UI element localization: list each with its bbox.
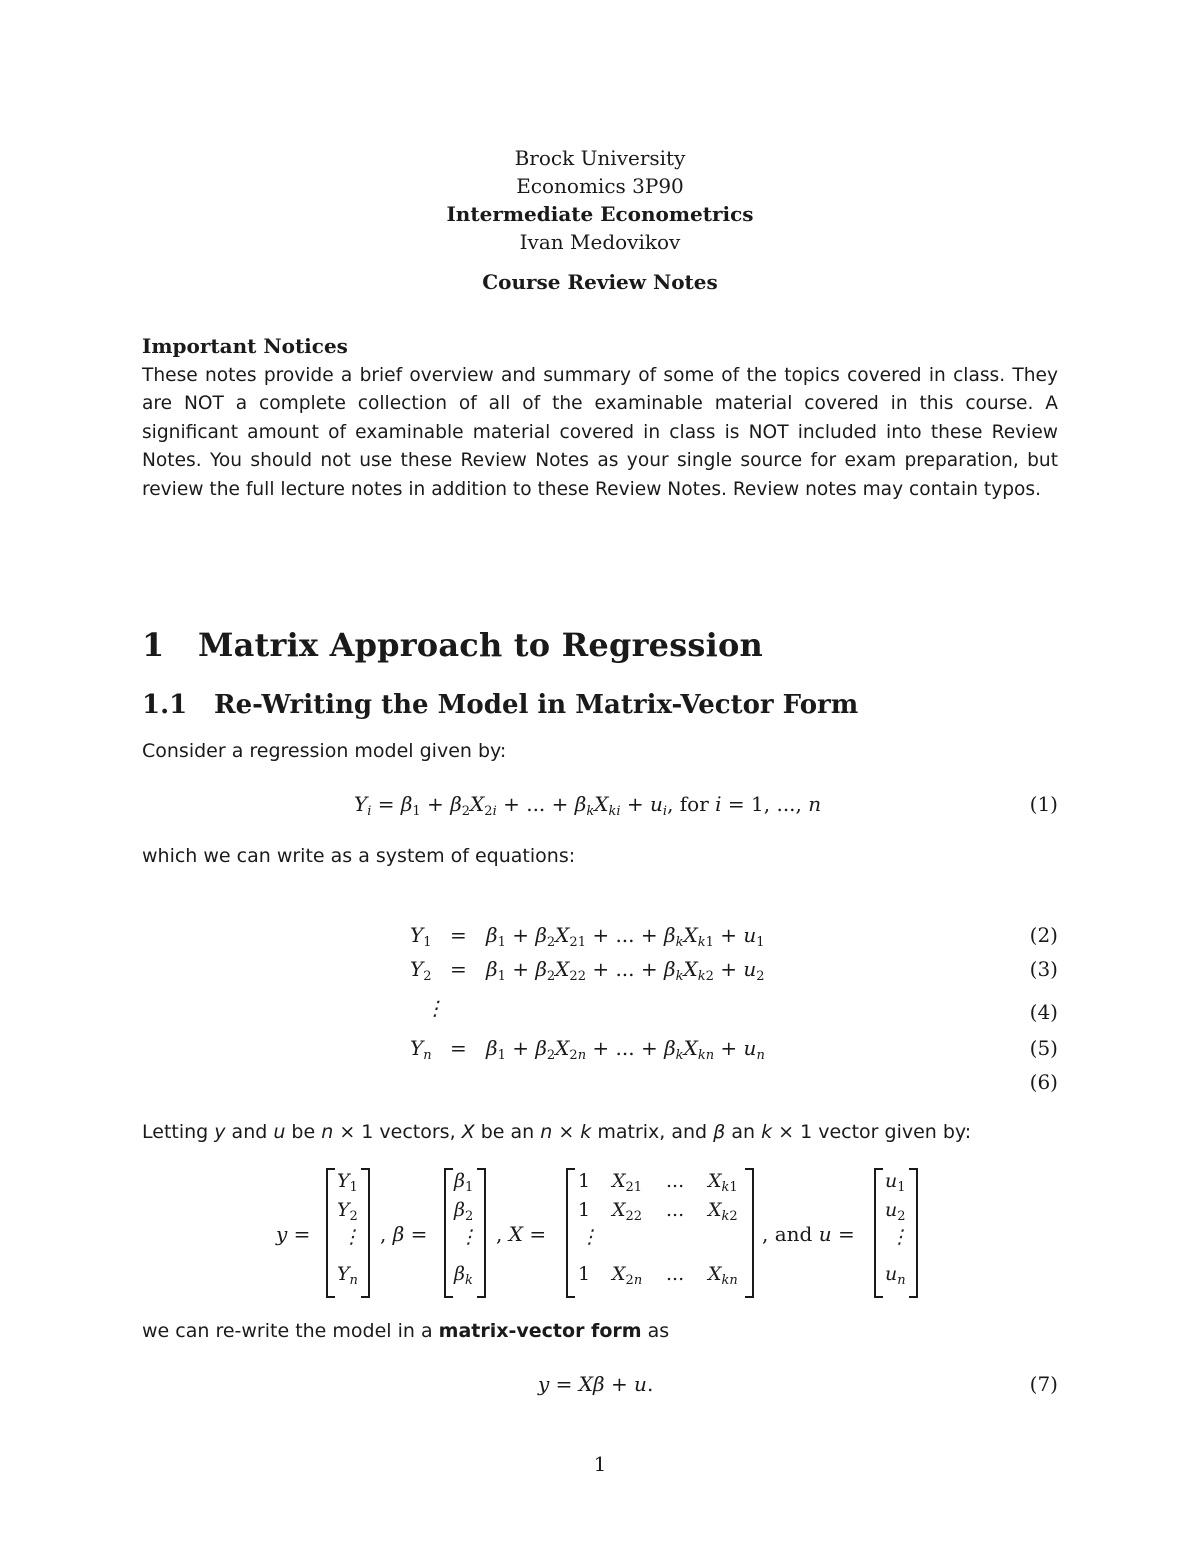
course-code: Economics 3P90: [516, 174, 684, 198]
subsection-title: Re-Writing the Model in Matrix-Vector Form: [214, 690, 859, 720]
notice-heading: Important Notices: [142, 334, 348, 358]
beta-vector-label: , β =: [380, 1222, 428, 1246]
letting-text: Letting y and u be n × 1 vectors, X be an n × k matrix, and β an k × 1 vector given by:: [142, 1121, 972, 1143]
university-name: Brock University: [514, 146, 686, 170]
section-number: 1: [142, 626, 165, 664]
equation-1-number: (1): [1029, 792, 1058, 816]
equation-3: $Y_2 = \beta_1 + \beta_2X_{22}$ + ... + $\beta_kX_{k2} + u_2$: [410, 957, 765, 984]
page-number: 1: [593, 1452, 607, 1476]
system-text: which we can write as a system of equations:: [142, 845, 576, 867]
equation-1: $Y_i = \beta_1 + \beta_2X_{2i}$ + ... + $\beta_kX_{ki} + u_i$, for i = 1, ..., n: [354, 792, 822, 819]
consider-text: Consider a regression model given by:: [142, 740, 507, 762]
document-title: Course Review Notes: [482, 270, 718, 294]
section-heading: [142, 626, 763, 664]
section-title: Matrix Approach to Regression: [198, 626, 763, 664]
y-vector: $Y_1$ $Y_2$ ⋮ $Y_n$: [326, 1168, 370, 1298]
y-vector-label: y =: [276, 1222, 311, 1246]
equation-6-number: (6): [1029, 1070, 1058, 1094]
subsection-heading: [142, 690, 858, 720]
rewrite-suffix: as: [647, 1320, 670, 1342]
X-matrix: 1 $X_{21}$ ... $X_{k1}$ 1 $X_{22}$ ... $X_{k2}$ ⋮ 1 $X_{2n}$ ... $X_{kn}$: [566, 1168, 754, 1298]
equation-5-number: (5): [1029, 1036, 1058, 1060]
equation-3-number: (3): [1029, 957, 1058, 981]
equation-4-vdots: ⋮: [425, 996, 445, 1020]
rewrite-text: [142, 1320, 669, 1342]
equation-7: y = Xβ + u.: [538, 1372, 654, 1396]
equation-1-lhs: $Y_i$: [354, 792, 372, 819]
equation-2: $Y_1 = \beta_1 + \beta_2X_{21}$ + ... + $\beta_kX_{k1} + u_1$: [410, 923, 765, 950]
instructor-name: Ivan Medovikov: [519, 230, 681, 254]
equation-4-number: (4): [1029, 1000, 1058, 1024]
equation-7-number: (7): [1029, 1372, 1058, 1396]
X-matrix-label: , X =: [496, 1222, 547, 1246]
beta-vector: $\beta_1$ $\beta_2$ ⋮ $\beta_k$: [444, 1168, 486, 1298]
rewrite-bold: matrix-vector form: [438, 1320, 642, 1342]
equation-5: $Y_n = \beta_1 + \beta_2X_{2n}$ + ... + $\beta_kX_{kn} + u_n$: [410, 1036, 765, 1063]
course-title: Intermediate Econometrics: [446, 202, 754, 226]
rewrite-prefix: we can re-write the model in a: [142, 1320, 433, 1342]
equation-2-number: (2): [1029, 923, 1058, 947]
notice-paragraph: These notes provide a brief overview and summary of some of the topics covered in class. They are NOT a complete collection of all of the examinable material covered in this course. A significant amount of examinable material covered in class is NOT included into these Review Notes. You should not use these Review Notes as your single source for exam preparation, but review the full lecture notes in addition to these Review Notes. Review notes may contain typos.: [142, 365, 1058, 500]
u-vector-label: , and u =: [762, 1222, 855, 1246]
subsection-number: 1.1: [142, 690, 188, 720]
u-vector: $u_1$ $u_2$ ⋮ $u_n$: [874, 1168, 918, 1298]
